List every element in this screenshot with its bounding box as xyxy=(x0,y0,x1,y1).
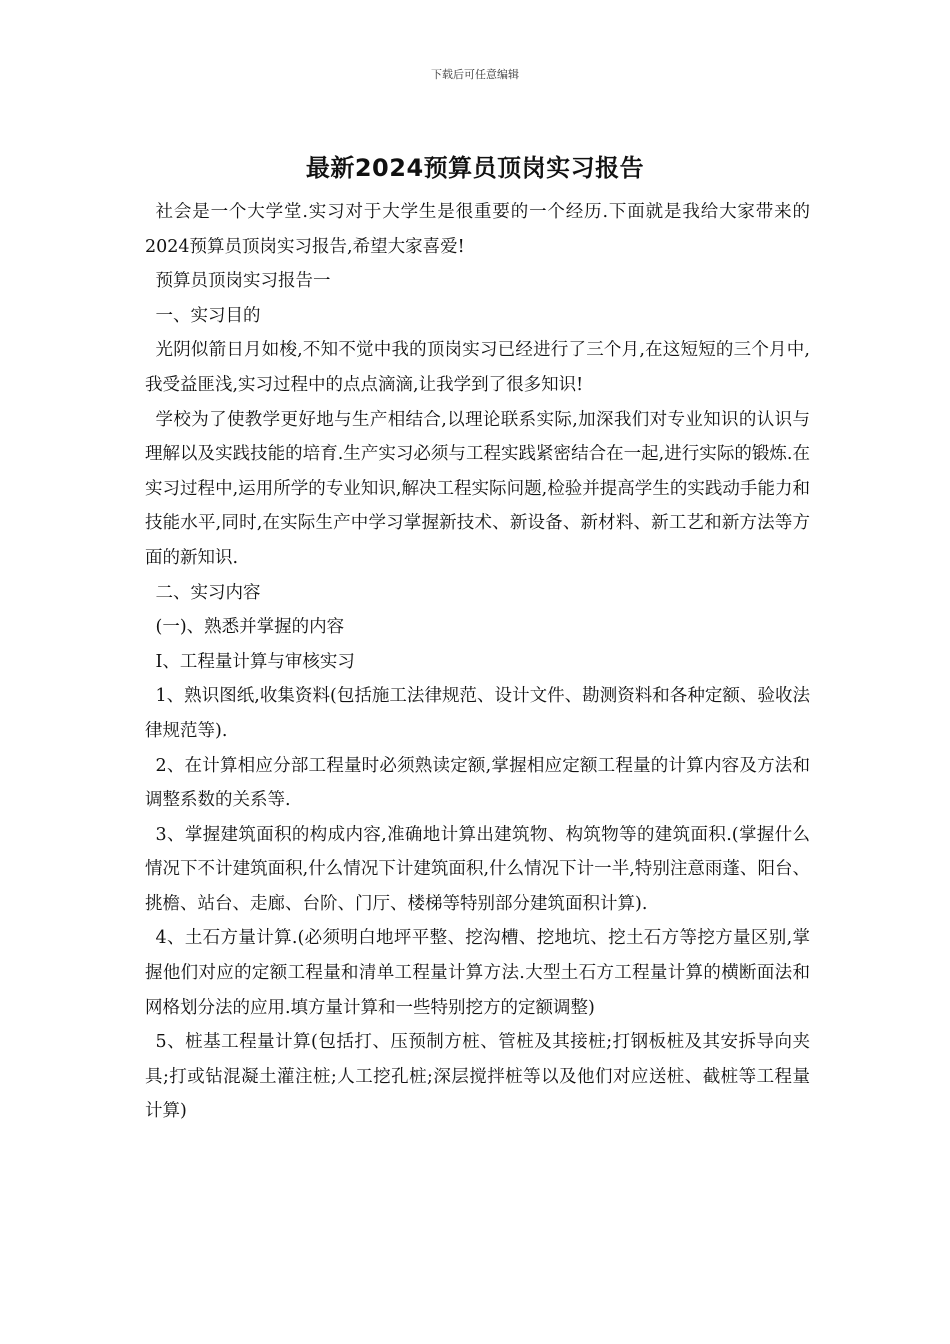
list-item: 5、桩基工程量计算(包括打、压预制方桩、管桩及其接桩;打钢板桩及其安拆导向夹具;打或钻混凝土灌注桩;人工挖孔桩;深层搅拌桩等以及他们对应送桩、截桩等工程量计算) xyxy=(145,1032,810,1122)
list-item: 2、在计算相应分部工程量时必须熟读定额,掌握相应定额工程量的计算内容及方法和调整系数的关系等. xyxy=(145,755,810,811)
paragraph: 光阴似箭日月如梭,不知不觉中我的顶岗实习已经进行了三个月,在这短短的三个月中,我受益匪浅,实习过程中的点点滴滴,让我学到了很多知识! xyxy=(145,340,810,395)
subsection-heading: (一)、熟悉并掌握的内容 xyxy=(155,617,345,638)
document-title: 最新2024预算员顶岗实习报告 xyxy=(305,154,645,182)
paragraph: 学校为了使教学更好地与生产相结合,以理论联系实际,加深我们对专业知识的认识与理解以及实践技能的培育.生产实习必须与工程实践紧密结合在一起,进行实际的锻炼.在实习过程中,运用所学的专业知识,解决工程实际问题,检验并提高学生的实践动手能力和技能水平,同时,在实际生产中学习掌握新技术、新设备、新材料、新工艺和新方法等方面的新知识. xyxy=(145,409,810,568)
paragraph-report-heading: 预算员顶岗实习报告一 xyxy=(155,271,331,292)
list-item: 3、掌握建筑面积的构成内容,准确地计算出建筑物、构筑物等的建筑面积.(掌握什么情况下不计建筑面积,什么情况下计建筑面积,什么情况下计一半,特别注意雨蓬、阳台、挑檐、站台、走廊、台阶、门厅、楼梯等特别部分建筑面积计算). xyxy=(145,824,810,914)
subsection-heading: I、工程量计算与审核实习 xyxy=(155,651,355,672)
page-header-note: 下载后可任意编辑 xyxy=(431,68,519,81)
document-body xyxy=(145,195,810,1129)
list-item: 4、土石方量计算.(必须明白地坪平整、挖沟槽、挖地坑、挖土石方等挖方量区别,掌握他们对应的定额工程量和清单工程量计算方法.大型土石方工程量计算的横断面法和网格划分法的应用.填方量计算和一些特别挖方的定额调整) xyxy=(145,928,810,1018)
section-heading-purpose: 一、实习目的 xyxy=(155,305,261,326)
list-item: 1、熟识图纸,收集资料(包括施工法律规范、设计文件、勘测资料和各种定额、验收法律规范等). xyxy=(145,686,810,741)
paragraph-intro: 社会是一个大学堂.实习对于大学生是很重要的一个经历.下面就是我给大家带来的2024预算员顶岗实习报告,希望大家喜爱! xyxy=(145,202,810,257)
section-heading-content: 二、实习内容 xyxy=(155,582,261,603)
